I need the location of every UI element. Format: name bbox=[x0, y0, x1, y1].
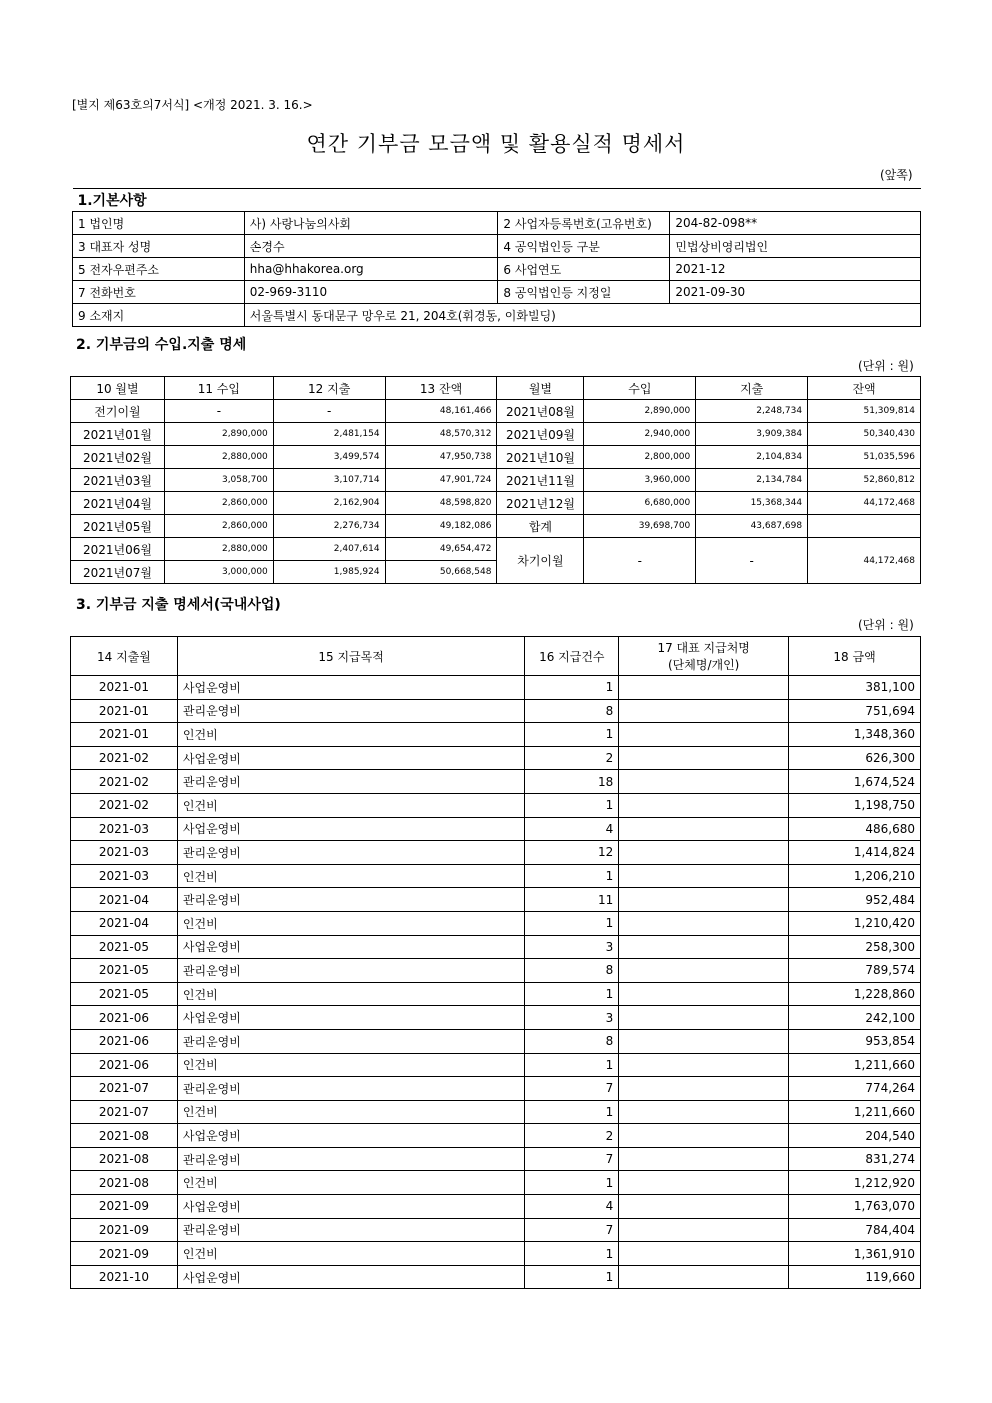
expense-row bbox=[71, 723, 921, 747]
basic-info-row bbox=[73, 281, 921, 304]
month-cell: 2021년01월 bbox=[71, 423, 165, 446]
count-cell: 7 bbox=[525, 1147, 619, 1171]
amount-cell: 1,414,824 bbox=[789, 841, 921, 865]
purpose-cell: 사업운영비 bbox=[177, 1265, 524, 1289]
balance-cell: 51,309,814 bbox=[808, 400, 921, 423]
payee-cell bbox=[619, 1218, 789, 1242]
count-cell: 12 bbox=[525, 841, 619, 865]
income-expense-row bbox=[71, 446, 921, 469]
purpose-cell: 인건비 bbox=[177, 1100, 524, 1124]
field-label: 4 공익법인등 구분 bbox=[498, 235, 670, 258]
field-label: 6 사업연도 bbox=[498, 258, 670, 281]
amount-cell: 381,100 bbox=[789, 676, 921, 700]
basic-info-row bbox=[73, 235, 921, 258]
expense-month-cell: 2021-07 bbox=[71, 1077, 178, 1101]
balance-cell: 51,035,596 bbox=[808, 446, 921, 469]
amount-cell: 1,674,524 bbox=[789, 770, 921, 794]
count-cell: 8 bbox=[525, 699, 619, 723]
amount-cell: 242,100 bbox=[789, 1006, 921, 1030]
purpose-cell: 사업운영비 bbox=[177, 746, 524, 770]
expense-row bbox=[71, 935, 921, 959]
balance-cell: 47,950,738 bbox=[385, 446, 497, 469]
month-cell: 2021년09월 bbox=[497, 423, 584, 446]
income-cell: 2,860,000 bbox=[164, 492, 273, 515]
month-cell: 2021년10월 bbox=[497, 446, 584, 469]
amount-cell: 1,361,910 bbox=[789, 1242, 921, 1266]
expense-month-cell: 2021-04 bbox=[71, 911, 178, 935]
amount-cell: 1,348,360 bbox=[789, 723, 921, 747]
income-cell: 2,890,000 bbox=[584, 400, 696, 423]
expense-row bbox=[71, 1171, 921, 1195]
count-cell: 1 bbox=[525, 1053, 619, 1077]
field-value: 02-969-3110 bbox=[244, 281, 498, 304]
expense-month-cell: 2021-05 bbox=[71, 982, 178, 1006]
expense-cell: 2,162,904 bbox=[273, 492, 385, 515]
expense-month-cell: 2021-08 bbox=[71, 1171, 178, 1195]
count-cell: 11 bbox=[525, 888, 619, 912]
count-cell: 1 bbox=[525, 1171, 619, 1195]
payee-cell bbox=[619, 864, 789, 888]
expense-row bbox=[71, 1053, 921, 1077]
payee-cell bbox=[619, 817, 789, 841]
purpose-cell: 관리운영비 bbox=[177, 841, 524, 865]
amount-cell: 486,680 bbox=[789, 817, 921, 841]
count-cell: 8 bbox=[525, 959, 619, 983]
purpose-cell: 관리운영비 bbox=[177, 959, 524, 983]
column-header: 12 지출 bbox=[273, 377, 385, 400]
expense-row bbox=[71, 1029, 921, 1053]
purpose-cell: 사업운영비 bbox=[177, 1006, 524, 1030]
expense-month-cell: 2021-04 bbox=[71, 888, 178, 912]
expense-row bbox=[71, 817, 921, 841]
expense-row bbox=[71, 746, 921, 770]
month-cell: 2021년08월 bbox=[497, 400, 584, 423]
count-cell: 1 bbox=[525, 1265, 619, 1289]
purpose-cell: 인건비 bbox=[177, 864, 524, 888]
month-cell: 2021년07월 bbox=[71, 561, 165, 584]
payee-cell bbox=[619, 1053, 789, 1077]
expense-row bbox=[71, 1124, 921, 1148]
expense-month-cell: 2021-03 bbox=[71, 864, 178, 888]
expense-row bbox=[71, 676, 921, 700]
expense-cell: 43,687,698 bbox=[696, 515, 808, 538]
income-cell: 2,940,000 bbox=[584, 423, 696, 446]
balance-cell: 50,340,430 bbox=[808, 423, 921, 446]
balance-cell: 48,598,820 bbox=[385, 492, 497, 515]
income-cell: 2,890,000 bbox=[164, 423, 273, 446]
payee-cell bbox=[619, 1029, 789, 1053]
field-label: 8 공익법인등 지정일 bbox=[498, 281, 670, 304]
expense-month-cell: 2021-09 bbox=[71, 1242, 178, 1266]
column-header: 11 수입 bbox=[164, 377, 273, 400]
expense-month-cell: 2021-01 bbox=[71, 676, 178, 700]
expense-month-cell: 2021-05 bbox=[71, 959, 178, 983]
balance-cell: 48,161,466 bbox=[385, 400, 497, 423]
purpose-cell: 인건비 bbox=[177, 723, 524, 747]
payee-cell bbox=[619, 982, 789, 1006]
column-header: 16 지급건수 bbox=[525, 637, 619, 676]
basic-info-row bbox=[73, 212, 921, 235]
balance-cell: 47,901,724 bbox=[385, 469, 497, 492]
count-cell: 8 bbox=[525, 1029, 619, 1053]
expense-row bbox=[71, 699, 921, 723]
field-label: 7 전화번호 bbox=[73, 281, 245, 304]
purpose-cell: 사업운영비 bbox=[177, 676, 524, 700]
column-header: 수입 bbox=[584, 377, 696, 400]
income-cell: 6,680,000 bbox=[584, 492, 696, 515]
balance-cell: 50,668,548 bbox=[385, 561, 497, 584]
payee-cell bbox=[619, 1195, 789, 1219]
section2-heading: 2. 기부금의 수입.지출 명세 bbox=[76, 337, 247, 353]
income-cell: 3,000,000 bbox=[164, 561, 273, 584]
page-title: 연간 기부금 모금액 및 활용실적 명세서 bbox=[306, 132, 686, 156]
carry-balance-cell: 44,172,468 bbox=[808, 538, 921, 584]
expense-row bbox=[71, 770, 921, 794]
basic-info-table bbox=[72, 188, 921, 327]
payee-cell bbox=[619, 676, 789, 700]
count-cell: 2 bbox=[525, 746, 619, 770]
expense-row bbox=[71, 982, 921, 1006]
amount-cell: 953,854 bbox=[789, 1029, 921, 1053]
count-cell: 1 bbox=[525, 864, 619, 888]
expense-cell: 3,499,574 bbox=[273, 446, 385, 469]
column-header: 지출 bbox=[696, 377, 808, 400]
expense-month-cell: 2021-03 bbox=[71, 841, 178, 865]
income-cell: 3,960,000 bbox=[584, 469, 696, 492]
expense-row bbox=[71, 959, 921, 983]
purpose-cell: 관리운영비 bbox=[177, 1077, 524, 1101]
address-label: 9 소재지 bbox=[73, 304, 245, 327]
amount-cell: 204,540 bbox=[789, 1124, 921, 1148]
basic-info-row bbox=[73, 258, 921, 281]
expense-month-cell: 2021-06 bbox=[71, 1029, 178, 1053]
payee-cell bbox=[619, 746, 789, 770]
column-header: 17 대표 지급처명 (단체명/개인) bbox=[619, 637, 789, 676]
income-cell: 2,880,000 bbox=[164, 446, 273, 469]
purpose-cell: 사업운영비 bbox=[177, 817, 524, 841]
field-value: 손경수 bbox=[244, 235, 498, 258]
expense-month-cell: 2021-09 bbox=[71, 1218, 178, 1242]
income-cell: - bbox=[164, 400, 273, 423]
payee-cell bbox=[619, 1077, 789, 1101]
amount-cell: 1,210,420 bbox=[789, 911, 921, 935]
expense-month-cell: 2021-06 bbox=[71, 1006, 178, 1030]
month-cell: 합계 bbox=[497, 515, 584, 538]
expense-cell: 3,107,714 bbox=[273, 469, 385, 492]
payee-cell bbox=[619, 1147, 789, 1171]
payee-cell bbox=[619, 911, 789, 935]
count-cell: 1 bbox=[525, 911, 619, 935]
purpose-cell: 인건비 bbox=[177, 982, 524, 1006]
purpose-cell: 관리운영비 bbox=[177, 888, 524, 912]
amount-cell: 1,198,750 bbox=[789, 793, 921, 817]
expense-row bbox=[71, 1147, 921, 1171]
balance-cell: 52,860,812 bbox=[808, 469, 921, 492]
expense-row bbox=[71, 864, 921, 888]
purpose-cell: 관리운영비 bbox=[177, 1218, 524, 1242]
purpose-cell: 사업운영비 bbox=[177, 935, 524, 959]
amount-cell: 258,300 bbox=[789, 935, 921, 959]
expense-row bbox=[71, 1218, 921, 1242]
payee-cell bbox=[619, 1265, 789, 1289]
expense-cell: 2,134,784 bbox=[696, 469, 808, 492]
form-number: [별지 제63호의7서식] <개정 2021. 3. 16.> bbox=[72, 98, 313, 112]
field-label: 2 사업자등록번호(고유번호) bbox=[498, 212, 670, 235]
count-cell: 3 bbox=[525, 1006, 619, 1030]
column-header: 14 지출월 bbox=[71, 637, 178, 676]
payee-cell bbox=[619, 1242, 789, 1266]
expense-month-cell: 2021-02 bbox=[71, 746, 178, 770]
income-expense-row bbox=[71, 515, 921, 538]
count-cell: 1 bbox=[525, 723, 619, 747]
purpose-cell: 인건비 bbox=[177, 793, 524, 817]
payee-cell bbox=[619, 935, 789, 959]
purpose-cell: 인건비 bbox=[177, 1242, 524, 1266]
front-label: (앞쪽) bbox=[880, 168, 913, 182]
count-cell: 1 bbox=[525, 1242, 619, 1266]
expense-row bbox=[71, 1006, 921, 1030]
expense-cell: 3,909,384 bbox=[696, 423, 808, 446]
count-cell: 2 bbox=[525, 1124, 619, 1148]
expense-month-cell: 2021-02 bbox=[71, 793, 178, 817]
field-label: 3 대표자 성명 bbox=[73, 235, 245, 258]
field-value: hha@hhakorea.org bbox=[244, 258, 498, 281]
field-value: 2021-09-30 bbox=[670, 281, 921, 304]
expense-cell: 2,276,734 bbox=[273, 515, 385, 538]
balance-cell bbox=[808, 515, 921, 538]
column-header: 월별 bbox=[497, 377, 584, 400]
balance-cell: 48,570,312 bbox=[385, 423, 497, 446]
amount-cell: 1,211,660 bbox=[789, 1053, 921, 1077]
address-value: 서울특별시 동대문구 망우로 21, 204호(휘경동, 이화빌딩) bbox=[244, 304, 920, 327]
field-value: 204-82-098** bbox=[670, 212, 921, 235]
income-cell: 2,800,000 bbox=[584, 446, 696, 469]
amount-cell: 626,300 bbox=[789, 746, 921, 770]
expense-month-cell: 2021-10 bbox=[71, 1265, 178, 1289]
payee-cell bbox=[619, 1006, 789, 1030]
expense-row bbox=[71, 911, 921, 935]
expense-cell: 15,368,344 bbox=[696, 492, 808, 515]
expense-month-cell: 2021-01 bbox=[71, 699, 178, 723]
expense-cell: 1,985,924 bbox=[273, 561, 385, 584]
income-expense-row bbox=[71, 538, 921, 561]
carry-income-cell: - bbox=[584, 538, 696, 584]
month-cell: 2021년03월 bbox=[71, 469, 165, 492]
expense-row bbox=[71, 841, 921, 865]
payee-cell bbox=[619, 888, 789, 912]
income-cell: 39,698,700 bbox=[584, 515, 696, 538]
count-cell: 7 bbox=[525, 1218, 619, 1242]
expense-cell: 2,481,154 bbox=[273, 423, 385, 446]
payee-cell bbox=[619, 723, 789, 747]
amount-cell: 1,228,860 bbox=[789, 982, 921, 1006]
expense-row bbox=[71, 1265, 921, 1289]
payee-cell bbox=[619, 793, 789, 817]
month-cell: 2021년12월 bbox=[497, 492, 584, 515]
amount-cell: 1,212,920 bbox=[789, 1171, 921, 1195]
field-value: 사) 사랑나눔의사회 bbox=[244, 212, 498, 235]
count-cell: 18 bbox=[525, 770, 619, 794]
section3-unit: (단위 : 원) bbox=[858, 618, 914, 632]
field-label: 1 법인명 bbox=[73, 212, 245, 235]
section1-heading: 1.기본사항 bbox=[73, 189, 921, 212]
expense-row bbox=[71, 1242, 921, 1266]
expense-month-cell: 2021-03 bbox=[71, 817, 178, 841]
purpose-cell: 인건비 bbox=[177, 911, 524, 935]
count-cell: 1 bbox=[525, 676, 619, 700]
amount-cell: 119,660 bbox=[789, 1265, 921, 1289]
income-expense-row bbox=[71, 400, 921, 423]
column-header: 13 잔액 bbox=[385, 377, 497, 400]
count-cell: 4 bbox=[525, 817, 619, 841]
expense-row bbox=[71, 793, 921, 817]
count-cell: 4 bbox=[525, 1195, 619, 1219]
purpose-cell: 관리운영비 bbox=[177, 1147, 524, 1171]
expense-cell: - bbox=[273, 400, 385, 423]
income-expense-row bbox=[71, 423, 921, 446]
purpose-cell: 사업운영비 bbox=[177, 1124, 524, 1148]
purpose-cell: 관리운영비 bbox=[177, 699, 524, 723]
field-value: 민법상비영리법인 bbox=[670, 235, 921, 258]
expense-month-cell: 2021-06 bbox=[71, 1053, 178, 1077]
expense-row bbox=[71, 1100, 921, 1124]
section2-unit: (단위 : 원) bbox=[858, 359, 914, 373]
income-expense-row bbox=[71, 492, 921, 515]
amount-cell: 751,694 bbox=[789, 699, 921, 723]
carry-expense-cell: - bbox=[696, 538, 808, 584]
month-cell: 2021년11월 bbox=[497, 469, 584, 492]
count-cell: 1 bbox=[525, 793, 619, 817]
amount-cell: 1,763,070 bbox=[789, 1195, 921, 1219]
income-cell: 3,058,700 bbox=[164, 469, 273, 492]
income-expense-row bbox=[71, 469, 921, 492]
amount-cell: 1,211,660 bbox=[789, 1100, 921, 1124]
amount-cell: 952,484 bbox=[789, 888, 921, 912]
expense-detail-table bbox=[70, 636, 921, 1289]
column-header: 18 금액 bbox=[789, 637, 921, 676]
expense-month-cell: 2021-05 bbox=[71, 935, 178, 959]
expense-month-cell: 2021-07 bbox=[71, 1100, 178, 1124]
month-cell: 2021년06월 bbox=[71, 538, 165, 561]
payee-cell bbox=[619, 841, 789, 865]
income-cell: 2,860,000 bbox=[164, 515, 273, 538]
purpose-cell: 인건비 bbox=[177, 1171, 524, 1195]
month-cell: 2021년02월 bbox=[71, 446, 165, 469]
payee-cell bbox=[619, 1171, 789, 1195]
expense-month-cell: 2021-09 bbox=[71, 1195, 178, 1219]
column-header: 잔액 bbox=[808, 377, 921, 400]
amount-cell: 831,274 bbox=[789, 1147, 921, 1171]
expense-month-cell: 2021-01 bbox=[71, 723, 178, 747]
month-cell: 전기이월 bbox=[71, 400, 165, 423]
column-header: 15 지급목적 bbox=[177, 637, 524, 676]
income-expense-table bbox=[70, 376, 921, 584]
count-cell: 3 bbox=[525, 935, 619, 959]
expense-cell: 2,407,614 bbox=[273, 538, 385, 561]
payee-cell bbox=[619, 770, 789, 794]
balance-cell: 49,654,472 bbox=[385, 538, 497, 561]
purpose-cell: 관리운영비 bbox=[177, 1029, 524, 1053]
month-cell: 2021년04월 bbox=[71, 492, 165, 515]
purpose-cell: 사업운영비 bbox=[177, 1195, 524, 1219]
count-cell: 1 bbox=[525, 1100, 619, 1124]
purpose-cell: 인건비 bbox=[177, 1053, 524, 1077]
purpose-cell: 관리운영비 bbox=[177, 770, 524, 794]
expense-row bbox=[71, 1195, 921, 1219]
income-cell: 2,880,000 bbox=[164, 538, 273, 561]
count-cell: 1 bbox=[525, 982, 619, 1006]
field-value: 2021-12 bbox=[670, 258, 921, 281]
balance-cell: 49,182,086 bbox=[385, 515, 497, 538]
month-cell: 2021년05월 bbox=[71, 515, 165, 538]
expense-row bbox=[71, 1077, 921, 1101]
expense-row bbox=[71, 888, 921, 912]
amount-cell: 774,264 bbox=[789, 1077, 921, 1101]
amount-cell: 1,206,210 bbox=[789, 864, 921, 888]
amount-cell: 789,574 bbox=[789, 959, 921, 983]
amount-cell: 784,404 bbox=[789, 1218, 921, 1242]
count-cell: 7 bbox=[525, 1077, 619, 1101]
column-header: 10 월별 bbox=[71, 377, 165, 400]
expense-month-cell: 2021-02 bbox=[71, 770, 178, 794]
field-label: 5 전자우편주소 bbox=[73, 258, 245, 281]
carry-month-cell: 차기이월 bbox=[497, 538, 584, 584]
payee-cell bbox=[619, 1100, 789, 1124]
expense-month-cell: 2021-08 bbox=[71, 1124, 178, 1148]
payee-cell bbox=[619, 959, 789, 983]
expense-cell: 2,248,734 bbox=[696, 400, 808, 423]
balance-cell: 44,172,468 bbox=[808, 492, 921, 515]
payee-cell bbox=[619, 1124, 789, 1148]
expense-cell: 2,104,834 bbox=[696, 446, 808, 469]
payee-cell bbox=[619, 699, 789, 723]
expense-month-cell: 2021-08 bbox=[71, 1147, 178, 1171]
section3-heading: 3. 기부금 지출 명세서(국내사업) bbox=[76, 597, 281, 613]
